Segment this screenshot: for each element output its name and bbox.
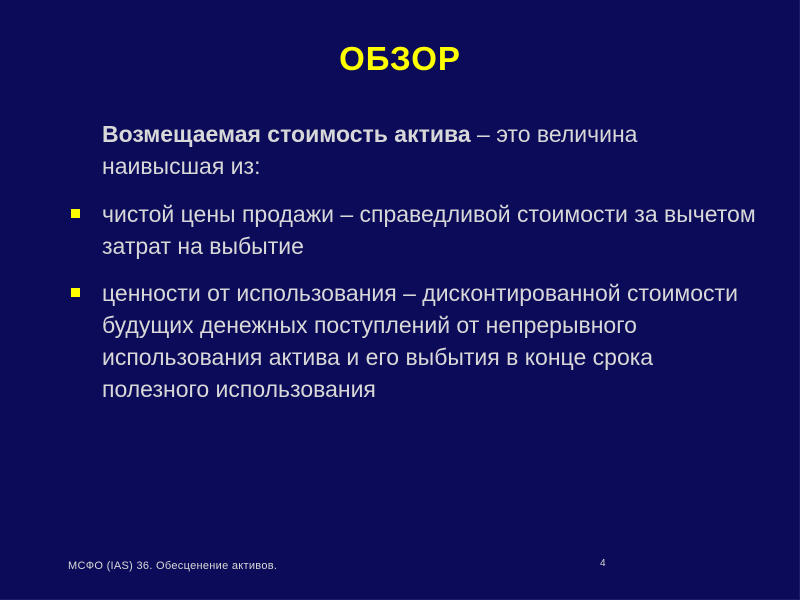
bullet-item-net-selling-price	[102, 198, 762, 262]
slide-footer: МСФО (IAS) 36. Обесценение активов.	[68, 560, 278, 572]
square-bullet-icon	[71, 209, 80, 218]
bullet-item-value-in-use	[102, 277, 762, 405]
bullet-text: ценности от использования – дисконтированной стоимости будущих денежных поступлений от непрерывного использования актива и его выбытия в конце срока полезного использования	[102, 280, 738, 402]
intro-bold-term: Возмещаемая стоимость актива	[102, 121, 471, 147]
slide-title: ОБЗОР	[339, 40, 461, 77]
intro-rest: – это величина наивысшая из:	[102, 121, 638, 179]
intro-paragraph	[102, 118, 762, 182]
bullet-text: чистой цены продажи – справедливой стоимости за вычетом затрат на выбытие	[102, 201, 756, 259]
page-number: 4	[600, 558, 606, 569]
square-bullet-icon	[71, 288, 80, 297]
